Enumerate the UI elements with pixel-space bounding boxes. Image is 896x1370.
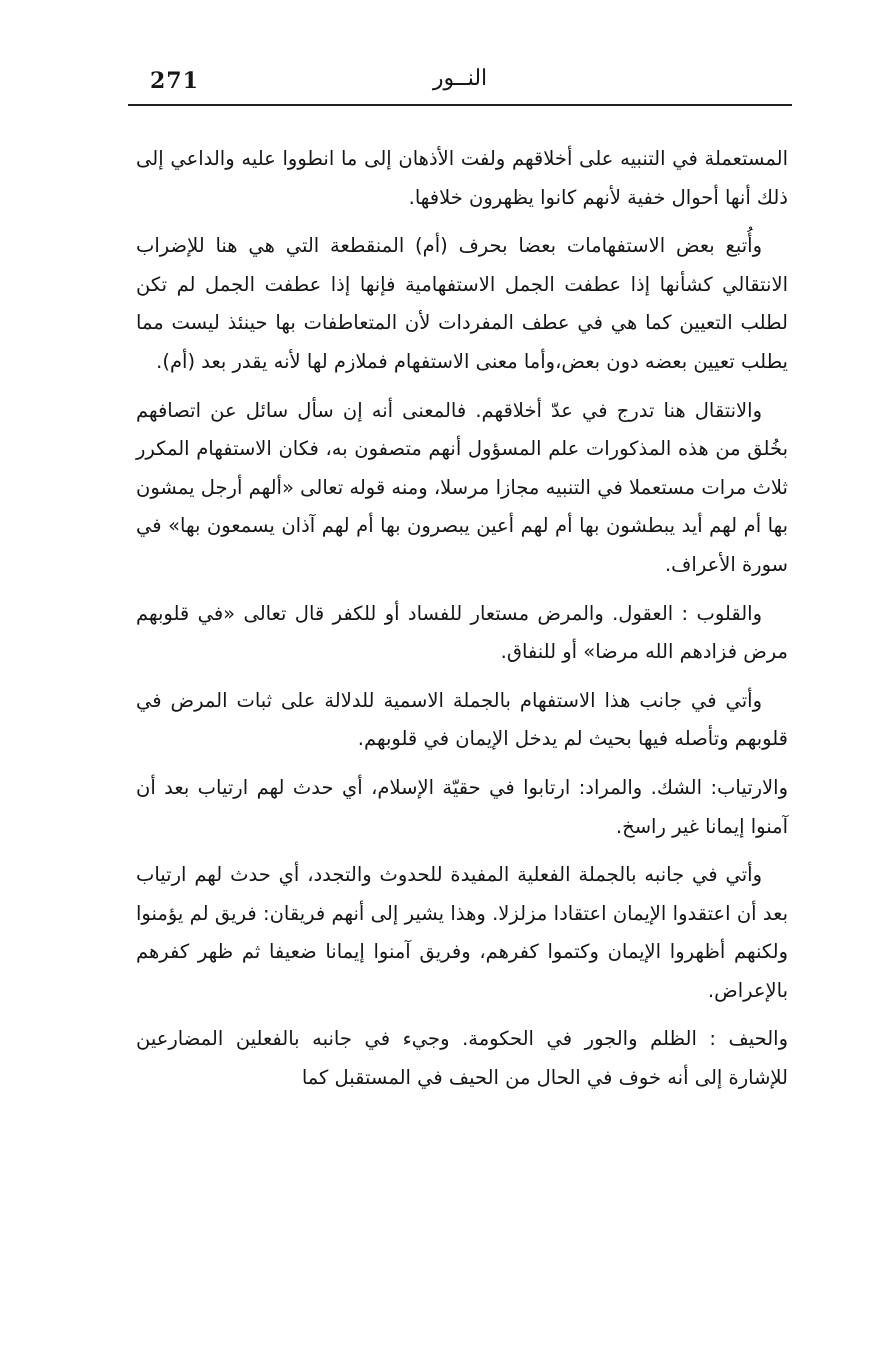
- paragraph-4: والقلوب : العقول. والمرض مستعار للفساد أو للكفر قال تعالى «في قلوبهم مرض فزادهم الله مرضا» أو للنفاق.: [136, 601, 788, 664]
- page-header: [128, 66, 792, 108]
- body-text: [136, 140, 788, 1108]
- paragraph-5: وأتي في جانب هذا الاستفهام بالجملة الاسمية للدلالة على ثبات المرض في قلوبهم وتأصله فيها بحيث لم يدخل الإيمان في قلوبهم.: [136, 688, 788, 751]
- paragraph-6: والارتياب: الشك. والمراد: ارتابوا في حقيّة الإسلام، أي حدث لهم ارتياب بعد أن آمنوا إيمانا غير راسخ.: [136, 775, 788, 838]
- paragraph-3: والانتقال هنا تدرج في عدّ أخلاقهم. فالمعنى أنه إن سأل سائل عن اتصافهم بخُلق من هذه المذكورات علم المسؤول أنهم متصفون به، فكان الاستفهام المكرر ثلاث مرات مستعملا في التنبيه مجازا مرسلا، ومنه قوله تعالى «ألهم أرجل يمشون بها أم لهم أيد يبطشون بها أم لهم أعين يبصرون بها أم لهم آذان يسمعون بها» في سورة الأعراف.: [136, 398, 788, 576]
- paragraph-2: وأُتبع بعض الاستفهامات بعضا بحرف (أم) المنقطعة التي هي هنا للإضراب الانتقالي كشأنها إذا عطفت الجمل الاستفهامية فإنها إذا عطفت الجمل لم تكن لطلب التعيين كما هي في عطف المفردات لأن المتعاطفات بها حينئذ ليست مما يطلب تعيين بعضه دون بعض،وأما معنى الاستفهام فملازم لها لأنه يقدر بعد (أم).: [136, 234, 788, 373]
- running-title: النــور: [432, 66, 488, 91]
- page-number: 271: [150, 68, 199, 94]
- paragraph-8: والحيف : الظلم والجور في الحكومة. وجيء في جانبه بالفعلين المضارعين للإشارة إلى أنه خوف في الحال من الحيف في المستقبل كما: [136, 1027, 788, 1090]
- paragraph-7: وأتي في جانبه بالجملة الفعلية المفيدة للحدوث والتجدد، أي حدث لهم ارتياب بعد أن اعتقدوا الإيمان اعتقادا مزلزلا. وهذا يشير إلى أنهم فريقان: فريق لم يؤمنوا ولكنهم أظهروا الإيمان وكتموا كفرهم، وفريق آمنوا إيمانا ضعيفا ثم ظهر كفرهم بالإعراض.: [136, 863, 788, 1002]
- header-rule: [128, 104, 792, 106]
- paragraph-1: المستعملة في التنبيه على أخلاقهم ولفت الأذهان إلى ما انطووا عليه والداعي إلى ذلك أنها أحوال خفية لأنهم كانوا يظهرون خلافها.: [136, 147, 788, 209]
